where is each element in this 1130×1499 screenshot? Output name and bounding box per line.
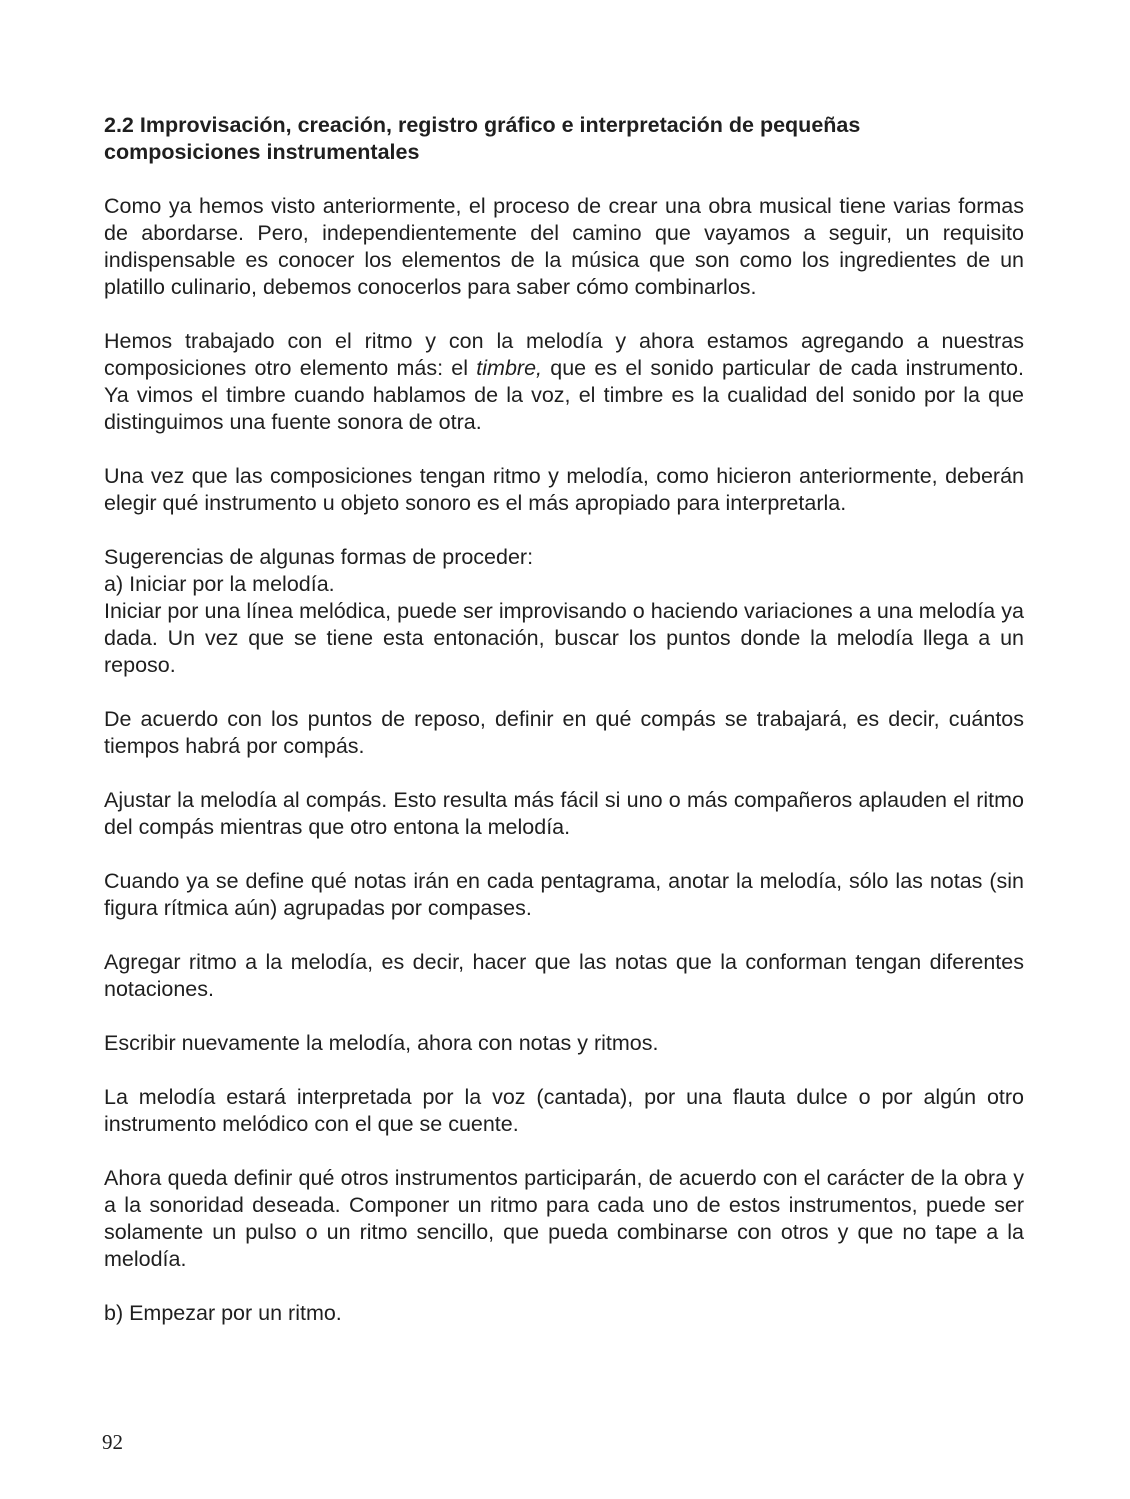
document-page <box>104 112 1024 1354</box>
paragraph-intro: Como ya hemos visto anteriormente, el proceso de crear una obra musical tiene varias formas de abordarse. Pero, independientemente del camino que vayamos a seguir, un requisito indispensable es conocer los elementos de la música que son como los ingredientes de un platillo culinario, debemos conocerlos para saber cómo combinarlos. <box>104 194 1024 299</box>
paragraph-timbre-start: Hemos trabajado con el ritmo y con la melodía y ahora estamos agregando a nuestras composiciones otro elemento más: el <box>104 329 1024 380</box>
paragraph-timbre-end: que es el sonido particular de cada instrumento. Ya vimos el timbre cuando hablamos de la voz, el timbre es la cualidad del sonido por la que distinguimos una fuente sonora de otra. <box>104 356 1024 434</box>
suggestions-intro: Sugerencias de algunas formas de proceder: <box>104 545 534 569</box>
paragraph-notation: Cuando ya se define qué notas irán en cada pentagrama, anotar la melodía, sólo las notas (sin figura rítmica aún) agrupadas por compases. <box>104 869 1024 920</box>
paragraph-add-rhythm: Agregar ritmo a la melodía, es decir, hacer que las notas que la conforman tengan diferentes notaciones. <box>104 950 1024 1001</box>
paragraph-interpretation: La melodía estará interpretada por la voz (cantada), por una flauta dulce o por algún otro instrumento melódico con el que se cuente. <box>104 1085 1024 1136</box>
paragraph-instrument-choice: Una vez que las composiciones tengan ritmo y melodía, como hicieron anteriormente, deberán elegir qué instrumento u objeto sonoro es el más apropiado para interpretarla. <box>104 464 1024 515</box>
section-heading <box>104 112 1024 166</box>
paragraph-rest-points: De acuerdo con los puntos de reposo, definir en qué compás se trabajará, es decir, cuántos tiempos habrá por compás. <box>104 707 1024 758</box>
section-heading-line-2: composiciones instrumentales <box>104 140 420 164</box>
section-heading-line-1: 2.2 Improvisación, creación, registro gráfico e interpretación de pequeñas <box>104 113 861 137</box>
paragraph-adjust-melody: Ajustar la melodía al compás. Esto resulta más fácil si uno o más compañeros aplauden el ritmo del compás mientras que otro entona la melodía. <box>104 788 1024 839</box>
paragraph-melodic-line: Iniciar por una línea melódica, puede ser improvisando o haciendo variaciones a una melodía ya dada. Un vez que se tiene esta entonación, buscar los puntos donde la melodía llega a un reposo. <box>104 599 1024 677</box>
option-a-title: a) Iniciar por la melodía. <box>104 572 335 596</box>
paragraph-other-instruments: Ahora queda definir qué otros instrumentos participarán, de acuerdo con el carácter de la obra y a la sonoridad deseada. Componer un ritmo para cada uno de estos instrumentos, puede ser solamente un pulso o un ritmo sencillo, que pueda combinarse con otros y que no tape a la melodía. <box>104 1166 1024 1271</box>
paragraph-timbre <box>104 328 1024 436</box>
option-b-title: b) Empezar por un ritmo. <box>104 1301 342 1325</box>
paragraph-rewrite: Escribir nuevamente la melodía, ahora con notas y ritmos. <box>104 1031 659 1055</box>
page-number: 92 <box>102 1430 123 1454</box>
timbre-term: timbre, <box>476 356 543 380</box>
